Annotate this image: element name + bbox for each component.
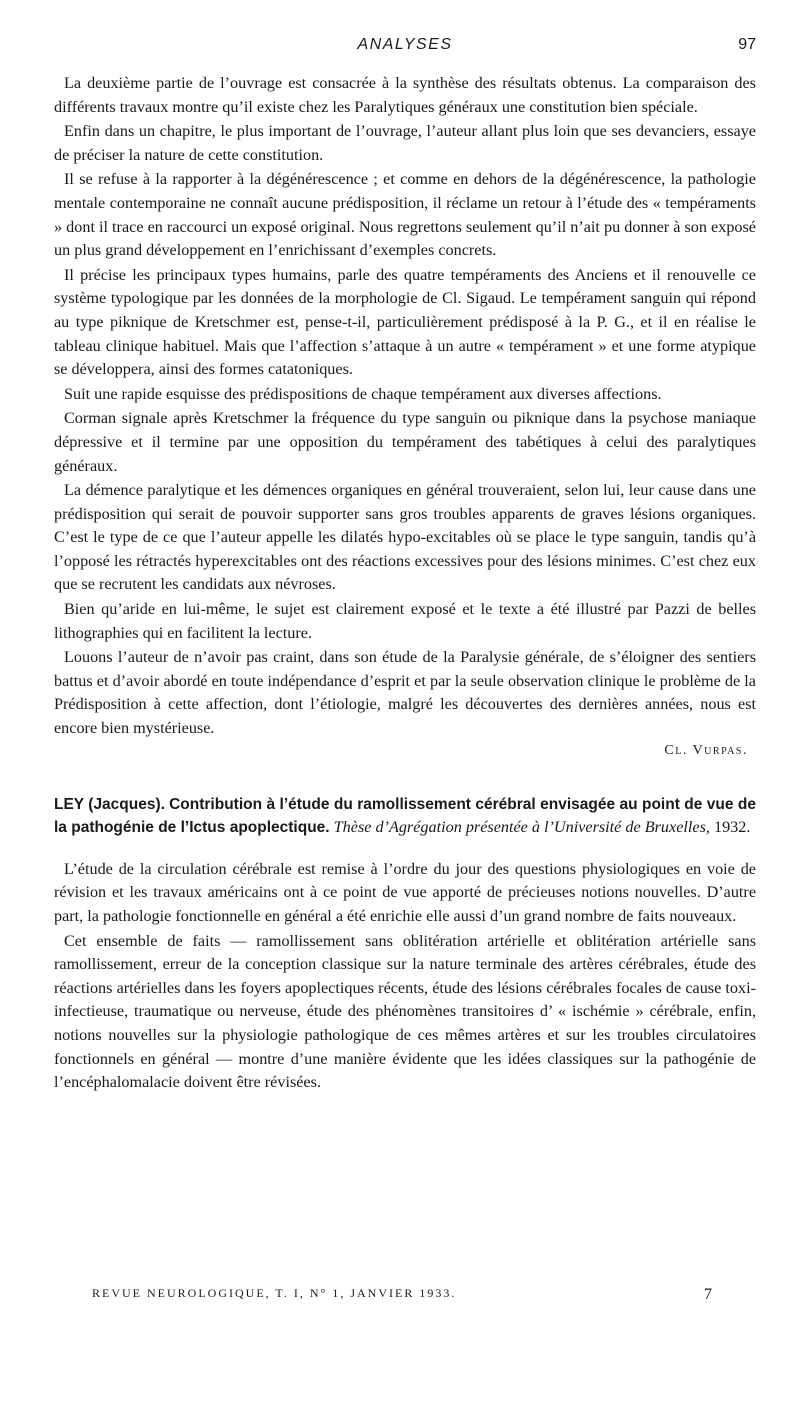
review-paragraph: Il précise les principaux types humains, parle des quatre tempéraments des Anciens et il renouvelle ce système typologique par les données de la morphologie de Cl. Sigaud. Le tempérament sanguin qui répond au type piknique de Kretschmer est, pense-t-il, particulièrement prédisposé à la P. G., et il en réalise le tableau clinique habituel. Mais que l’affection s’attaque à un autre « tempérament » et une forme atypique se développera, ainsi des formes catatoniques. bbox=[54, 265, 756, 379]
review-paragraph: Suit une rapide esquisse des prédispositions de chaque tempérament aux diverses affections. bbox=[64, 384, 662, 403]
reviewer-signature: Cl. Vurpas. bbox=[664, 742, 748, 758]
review-paragraph: La démence paralytique et les démences organiques en général trouveraient, selon lui, leur cause dans une prédisposition qui serait de pouvoir supporter sans gros troubles apparents de graves lésions organiques. C’est le type de ce que l’auteur appelle les dilatés hypo-excitables où se place le type sanguin, tandis qu’à l’opposé les rétractés hyperexcitables ont des réactions excessives pour des lésions minimes. C’est chez eux que se recrutent les candidats aux névroses. bbox=[54, 481, 756, 594]
entry-publication: Thèse d’Agrégation présentée à l’Université de Bruxelles, bbox=[333, 818, 710, 837]
review-continuation bbox=[54, 72, 756, 759]
running-title: ANALYSES bbox=[357, 36, 453, 53]
review-paragraph: La deuxième partie de l’ouvrage est consacrée à la synthèse des résultats obtenus. La comparaison des différents travaux montre qu’il existe chez les Paralytiques généraux une constitution bien spéciale. bbox=[54, 74, 756, 116]
page-header bbox=[54, 36, 756, 64]
page bbox=[54, 36, 756, 1303]
entry-year: 1932. bbox=[713, 818, 751, 837]
entry-paragraph: Cet ensemble de faits — ramollissement sans oblitération artérielle et oblitération artérielle sans ramollissement, erreur de la conception classique sur la nature terminale des artères cérébrales, étude des réactions artérielles dans les foyers apoplectiques récents, étude des lésions cérébrales focales de cause toxi-infectieuse, traumatique ou nerveuse, étude des phénomènes transitoires d’ « ischémie » cérébrale, enfin, notions nouvelles sur la physiologie pathologique de ces mêmes artères et sur les troubles circulatoires fonctionnels en général — montre d’une manière évidente que les idées classiques sur la pathogénie de l’encéphalomalacie doivent être révisées. bbox=[54, 931, 756, 1092]
entry-title: Contribution à l’étude du ramollissement cérébral envisagée au point de vue de la pathogénie de l’Ictus apoplectique. bbox=[54, 795, 756, 837]
review-paragraph: Louons l’auteur de n’avoir pas craint, dans son étude de la Paralysie générale, de s’éloigner des sentiers battus et d’avoir abordé en toute indépendance d’esprit et par la seule observation clinique le problème de la Prédisposition à cette affection, dont l’étiologie, malgré les découvertes des dernières années, nous est encore bien mystérieuse. bbox=[54, 648, 756, 738]
page-number: 97 bbox=[738, 36, 756, 53]
journal-info: REVUE NEUROLOGIQUE, T. I, N° 1, JANVIER 1933. bbox=[92, 1286, 457, 1300]
page-footer bbox=[54, 1286, 756, 1310]
review-paragraph: Il se refuse à la rapporter à la dégénérescence ; et comme en dehors de la dégénérescence, la pathologie mentale contemporaine ne connaît aucune prédisposition, il réclame un retour à l’étude des « tempéraments » dont il trace en raccourci un exposé original. Nous regrettons seulement qu’il n’ait pu donner à son exposé un plus grand développement en l’enrichissant d’exemples concrets. bbox=[54, 170, 756, 260]
entry-heading bbox=[54, 793, 756, 840]
entry-paragraph: L’étude de la circulation cérébrale est remise à l’ordre du jour des questions physiologiques en voie de révision et les travaux américains ont à ce point de vue apporté de précieuses notions nouvelles. D’autre part, la pathologie fonctionnelle en général a été enrichie elle aussi d’un grand nombre de faits nouveaux. bbox=[54, 859, 756, 925]
review-paragraph: Bien qu’aride en lui-même, le sujet est clairement exposé et le texte a été illustré par Pazzi de belles lithographies qui en facilitent la lecture. bbox=[54, 600, 756, 642]
entry-author: LEY (Jacques). bbox=[54, 795, 165, 813]
review-paragraph: Corman signale après Kretschmer la fréquence du type sanguin ou piknique dans la psychose maniaque dépressive et il termine par une opposition du tempérament des tabétiques à celui des paralytiques généraux. bbox=[54, 409, 756, 475]
entry-body bbox=[54, 858, 756, 1095]
signature-mark: 7 bbox=[704, 1286, 712, 1303]
review-paragraph: Enfin dans un chapitre, le plus important de l’ouvrage, l’auteur allant plus loin que ses devanciers, essaye de préciser la nature de cette constitution. bbox=[54, 122, 756, 164]
